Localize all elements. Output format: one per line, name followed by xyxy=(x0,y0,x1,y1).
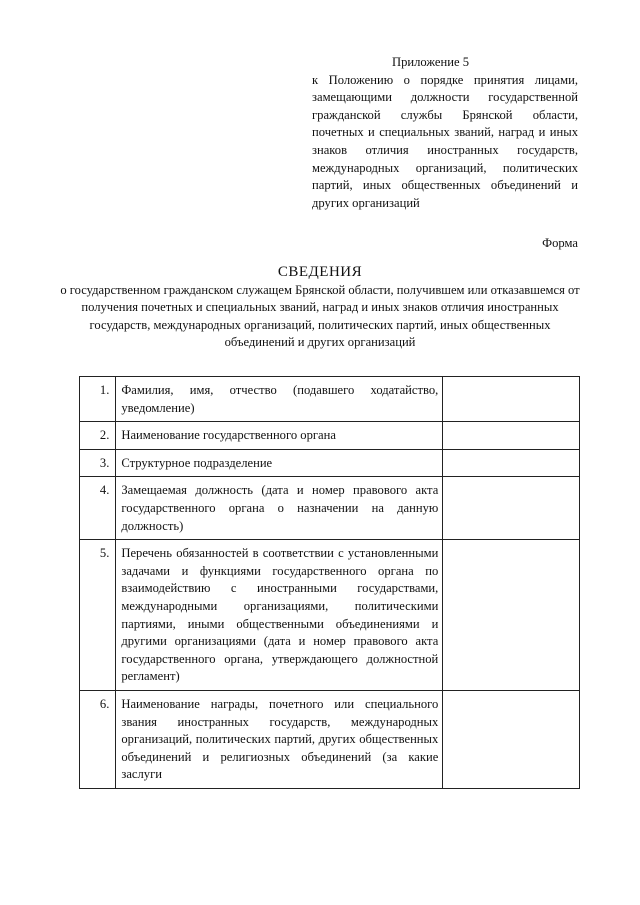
table-row xyxy=(80,449,580,477)
table-row xyxy=(80,477,580,540)
row-label: Перечень обязанностей в соответствии с установленными задачами и функциями государственного органа по взаимодействию с иностранными государствами, международными организациями, политическими партиями, иными общественными объединениями и другими организациями (дата и номер правового акта государственного органа, утверждающего должностной регламент) xyxy=(116,540,443,691)
appendix-text: к Положению о порядке принятия лицами, замещающими должности государственной гражданской службы Брянской области, почетных и специальных званий, наград и иных знаков отличия иностранных государств, международных организаций, политических партий, иных общественных объединений и других организаций xyxy=(312,72,578,210)
table-row xyxy=(80,690,580,788)
row-number: 3. xyxy=(80,449,116,477)
row-value-cell xyxy=(443,540,580,691)
form-label: Форма xyxy=(542,236,578,250)
row-label: Наименование награды, почетного или специального звания иностранных государств, международных организаций, политических партий, других общественных объединений и религиозных объединений (за какие заслуги xyxy=(116,690,443,788)
row-label: Фамилия, имя, отчество (подавшего ходатайство, уведомление) xyxy=(116,377,443,422)
document-heading xyxy=(60,264,580,352)
information-table xyxy=(79,376,580,789)
row-label: Наименование государственного органа xyxy=(116,422,443,450)
document-title: СВЕДЕНИЯ xyxy=(277,264,363,280)
appendix-title: Приложение 5 xyxy=(392,55,470,69)
row-value-cell xyxy=(443,477,580,540)
table-row xyxy=(80,540,580,691)
row-label: Замещаемая должность (дата и номер правового акта государственного органа о назначении на данную должность) xyxy=(116,477,443,540)
document-subtitle: о государственном гражданском служащем Брянской области, получившем или отказавшемся от получения почетных и специальных званий, наград и иных знаков отличия иностранных государств, международных организаций, политических партий, иных общественных объединений и других организаций xyxy=(60,282,580,350)
row-value-cell xyxy=(443,690,580,788)
table-row xyxy=(80,377,580,422)
row-number: 5. xyxy=(80,540,116,691)
row-label: Структурное подразделение xyxy=(116,449,443,477)
table-row xyxy=(80,422,580,450)
row-number: 2. xyxy=(80,422,116,450)
row-value-cell xyxy=(443,377,580,422)
row-number: 4. xyxy=(80,477,116,540)
row-value-cell xyxy=(443,422,580,450)
row-number: 1. xyxy=(80,377,116,422)
appendix-block xyxy=(312,54,578,212)
row-number: 6. xyxy=(80,690,116,788)
row-value-cell xyxy=(443,449,580,477)
